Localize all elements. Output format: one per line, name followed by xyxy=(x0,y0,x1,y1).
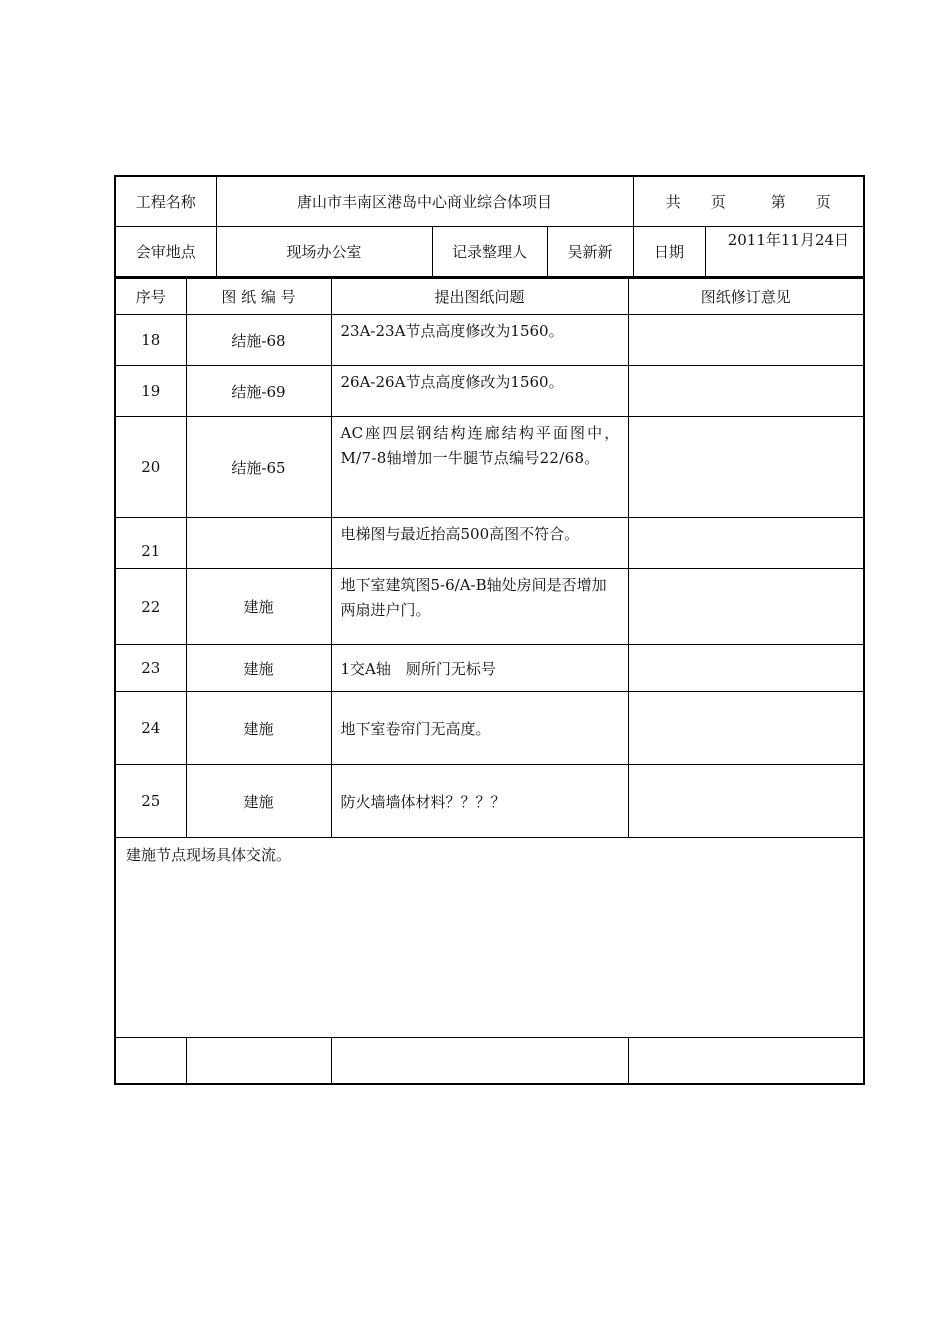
row-no: 22 xyxy=(115,569,186,645)
project-label: 工程名称 xyxy=(115,176,216,226)
issues-table xyxy=(114,277,865,1085)
row-revision xyxy=(628,765,864,838)
row-drawing: 建施 xyxy=(186,645,331,692)
table-row xyxy=(115,417,864,518)
row-drawing: 建施 xyxy=(186,569,331,645)
row-no: 19 xyxy=(115,366,186,417)
col-issue: 提出图纸问题 xyxy=(331,278,628,315)
row-revision xyxy=(628,569,864,645)
header-table xyxy=(114,175,865,277)
table-row xyxy=(115,518,864,569)
row-issue: 1交A轴 厕所门无标号 xyxy=(331,645,628,692)
col-revision: 图纸修订意见 xyxy=(628,278,864,315)
table-row xyxy=(115,315,864,366)
page-info: 共 页 第 页 xyxy=(633,176,864,226)
recorder-value: 吴新新 xyxy=(547,226,633,276)
signature-row xyxy=(115,1038,864,1084)
blank-cell xyxy=(628,1038,864,1084)
row-no: 25 xyxy=(115,765,186,838)
place-label: 会审地点 xyxy=(115,226,216,276)
row-issue: AC座四层钢结构连廊结构平面图中，M/7-8轴增加一牛腿节点编号22/68。 xyxy=(331,417,628,518)
table-row xyxy=(115,765,864,838)
row-revision xyxy=(628,417,864,518)
row-issue: 地下室卷帘门无高度。 xyxy=(331,692,628,765)
row-no: 20 xyxy=(115,417,186,518)
blank-cell xyxy=(186,1038,331,1084)
date-value: 2011年11月24日 xyxy=(705,226,864,276)
row-issue: 电梯图与最近抬高500高图不符合。 xyxy=(331,518,628,569)
row-issue: 23A-23A节点高度修改为1560。 xyxy=(331,315,628,366)
recorder-label: 记录整理人 xyxy=(432,226,547,276)
row-revision xyxy=(628,366,864,417)
table-row xyxy=(115,692,864,765)
row-drawing: 结施-69 xyxy=(186,366,331,417)
note-row xyxy=(115,838,864,1038)
col-no: 序号 xyxy=(115,278,186,315)
row-issue: 地下室建筑图5-6/A-B轴处房间是否增加两扇进户门。 xyxy=(331,569,628,645)
row-no: 21 xyxy=(115,518,186,569)
drawing-review-record xyxy=(114,175,863,1085)
date-label: 日期 xyxy=(633,226,705,276)
table-row xyxy=(115,645,864,692)
row-issue: 26A-26A节点高度修改为1560。 xyxy=(331,366,628,417)
place-value: 现场办公室 xyxy=(216,226,432,276)
row-revision xyxy=(628,315,864,366)
row-revision xyxy=(628,518,864,569)
row-issue: 防火墙墙体材料？？？？ xyxy=(331,765,628,838)
row-revision xyxy=(628,692,864,765)
blank-cell xyxy=(115,1038,186,1084)
table-row xyxy=(115,569,864,645)
row-revision xyxy=(628,645,864,692)
row-drawing: 结施-65 xyxy=(186,417,331,518)
row-no: 24 xyxy=(115,692,186,765)
row-no: 23 xyxy=(115,645,186,692)
table-row xyxy=(115,366,864,417)
project-name: 唐山市丰南区港岛中心商业综合体项目 xyxy=(216,176,633,226)
col-drawing: 图 纸 编 号 xyxy=(186,278,331,315)
column-header-row xyxy=(115,278,864,315)
row-drawing: 结施-68 xyxy=(186,315,331,366)
row-drawing xyxy=(186,518,331,569)
row-no: 18 xyxy=(115,315,186,366)
meeting-note: 建施节点现场具体交流。 xyxy=(115,838,864,1038)
blank-cell xyxy=(331,1038,628,1084)
row-drawing: 建施 xyxy=(186,692,331,765)
row-drawing: 建施 xyxy=(186,765,331,838)
